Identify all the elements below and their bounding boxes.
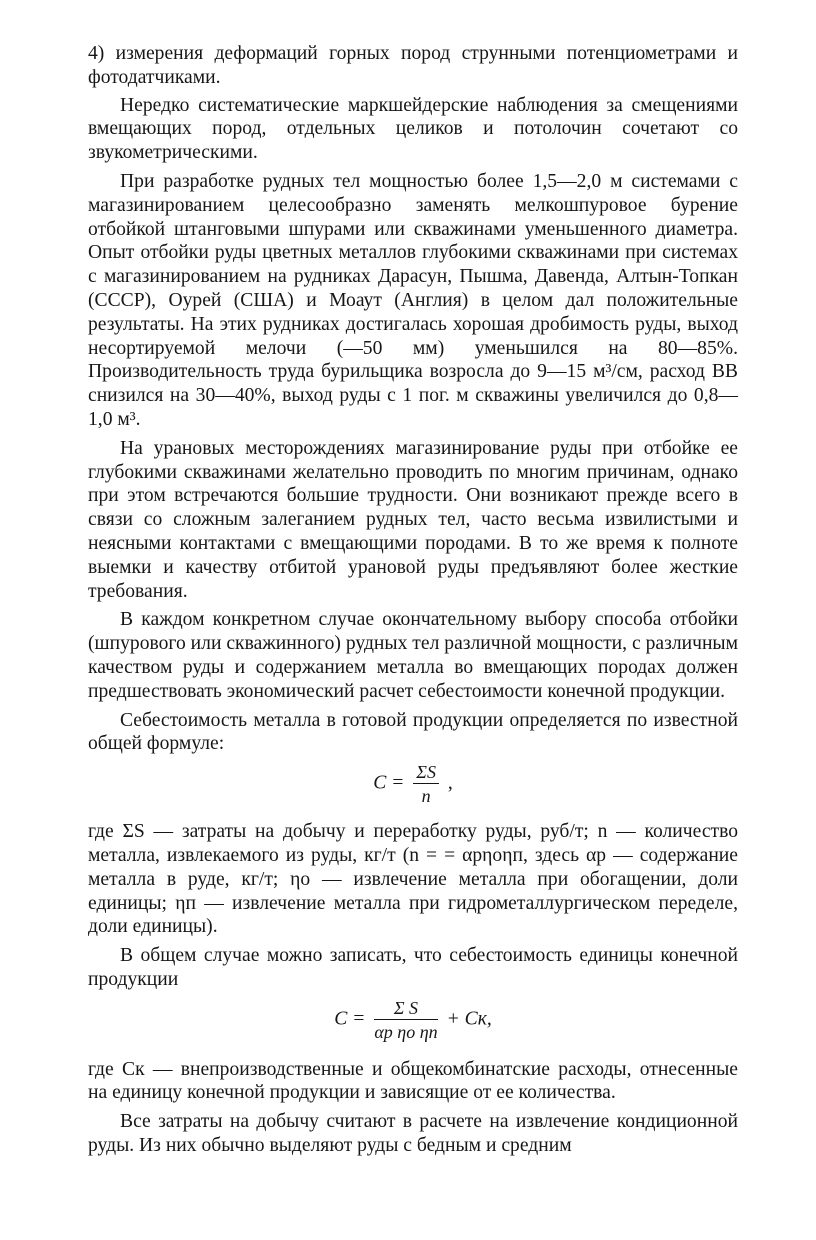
paragraph: где Cк — внепроизводственные и общекомбинатские расходы, отнесенные на единицу конечной продукции и зависящие от ее количества.	[88, 1058, 738, 1104]
formula-trail: ,	[447, 772, 453, 794]
paragraph: где ΣS — затраты на добычу и переработку руды, руб/т; n — количество металла, извлекаемого из руды, кг/т (n = = αрηоηп, здесь αр — содержание металла в руде, кг/т; ηо — извлечение металла при обогащении, доли единицы; ηп — извлечение металла при гидрометаллургическом переделе, доли единицы).	[88, 821, 738, 938]
formula-lhs: C =	[373, 772, 405, 794]
paragraph: Нередко систематические маркшейдерские наблюдения за смещениями вмещающих пород, отдельных целиков и потолочин сочетают со звукометрическими.	[88, 94, 738, 164]
formula-cost	[88, 756, 738, 820]
formula-lhs: C =	[334, 1008, 366, 1030]
paragraph: При разработке рудных тел мощностью более 1,5—2,0 м системами с магазинированием целесообразно заменять мелкошпуровое бурение отбойкой штанговыми шпурами или скважинами уменьшенного диаметра. Опыт отбойки руды цветных металлов глубокими скважинами при системах с магазинированием на рудниках Дарасун, Пышма, Давенда, Алтын-Топкан (СССР), Оурей (США) и Моаут (Англия) в целом дал положительные результаты. На этих рудниках достигалась хорошая дробимость руды, выход несортируемой мелочи (—50 мм) уменьшился на 80—85%. Производительность труда бурильщика возросла до 9—15 м³/см, расход ВВ снизился на 30—40%, выход руды с 1 пог. м скважины увеличился до 0,8—1,0 м³.	[88, 170, 738, 430]
paragraph: 4) измерения деформаций горных пород струнными потенциометрами и фотодатчиками.	[88, 43, 738, 88]
paragraph: В общем случае можно записать, что себестоимость единицы конечной продукции	[88, 945, 738, 990]
formula-trail: + Cк,	[446, 1008, 492, 1030]
formula-denominator: αр ηо ηп	[374, 1021, 438, 1042]
formula-fraction	[374, 998, 437, 1042]
paragraph: В каждом конкретном случае окончательному выбору способа отбойки (шпурового или скважинного) рудных тел различной мощности, с различным качеством руды и содержанием металла во вмещающих породах должен предшествовать экономический расчет себестоимости конечной продукции.	[88, 609, 738, 702]
formula-unit-cost	[88, 992, 738, 1058]
formula-numerator: Σ S	[374, 998, 437, 1020]
paragraph: На урановых месторождениях магазинирование руды при отбойке ее глубокими скважинами желательно проводить по многим причинам, однако при этом встречаются большие трудности. Они возникают прежде всего в связи со сложным залеганием рудных тел, часто весьма извилистыми и неясными контактами с вмещающими породами. В то же время к полноте выемки и качеству отбитой урановой руды предъявляют более жесткие требования.	[88, 437, 738, 602]
formula-numerator: ΣS	[413, 762, 439, 784]
formula-denominator: n	[421, 786, 431, 807]
paragraph: Себестоимость металла в готовой продукции определяется по известной общей формуле:	[88, 709, 738, 755]
formula-fraction	[413, 762, 439, 806]
document-page	[88, 42, 738, 1158]
paragraph: Все затраты на добычу считают в расчете на извлечение кондиционной руды. Из них обычно выделяют руды с бедным и средним	[88, 1111, 738, 1157]
